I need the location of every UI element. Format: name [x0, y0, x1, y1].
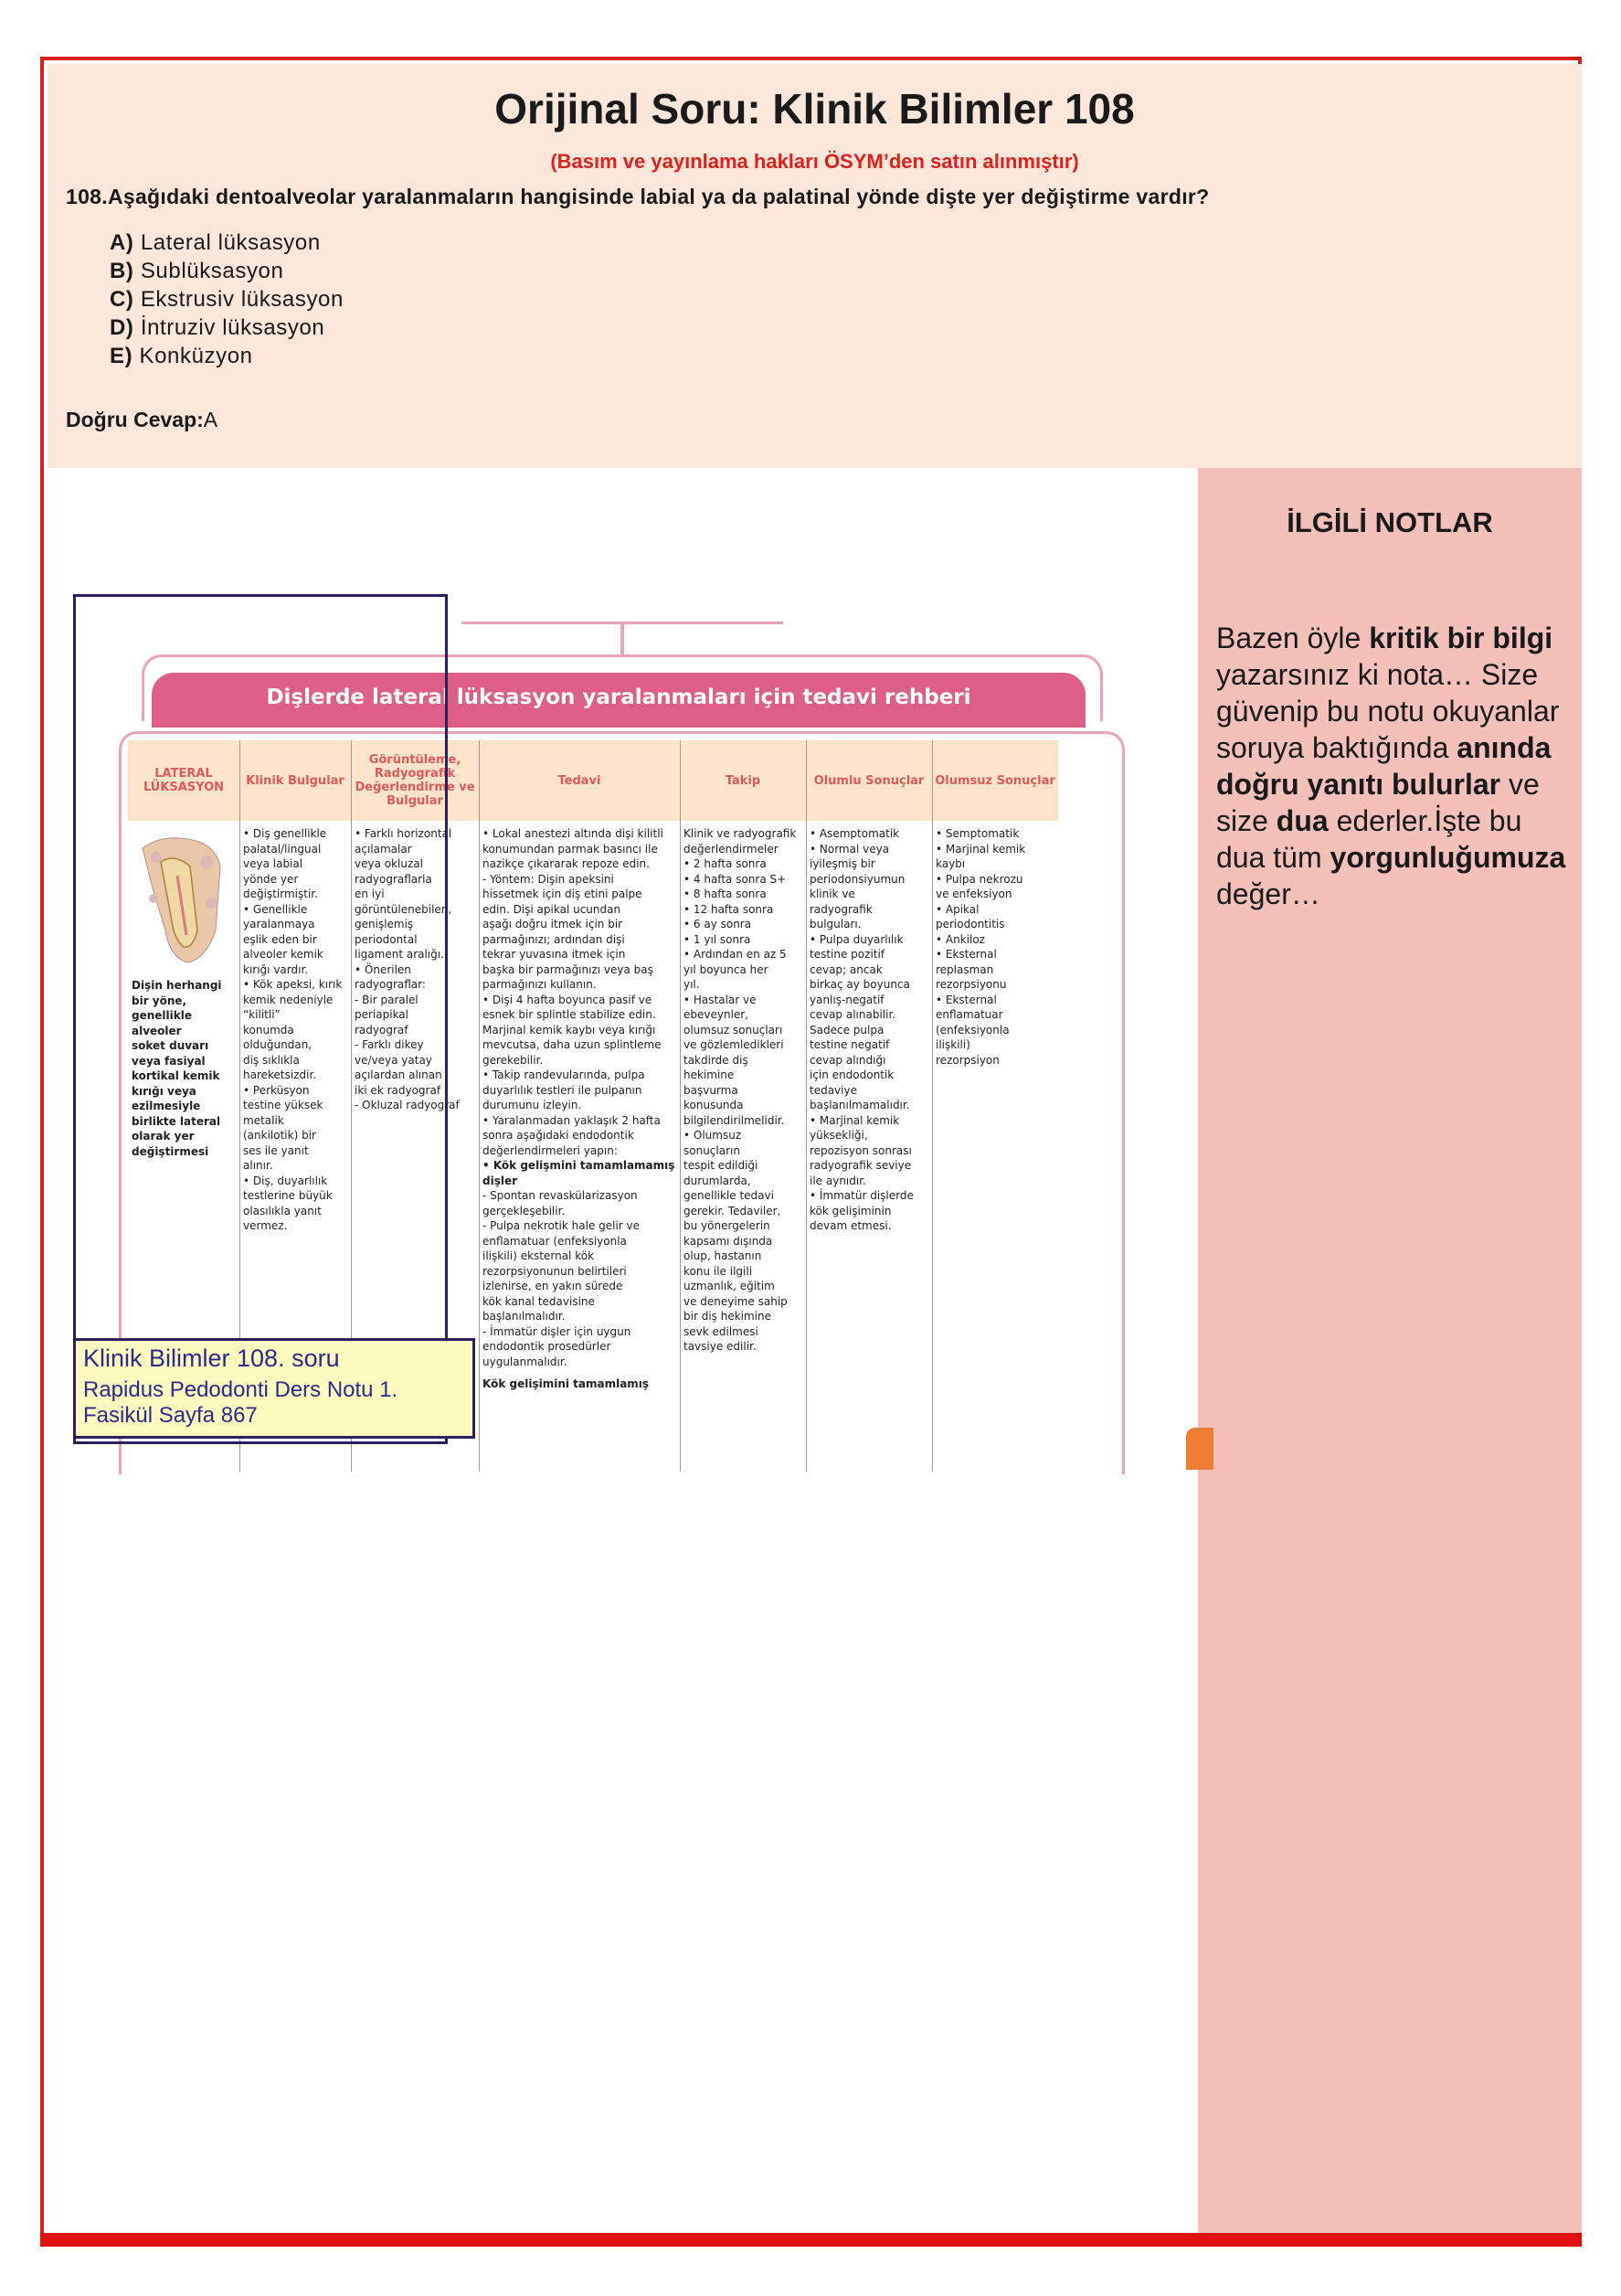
table-cell-line: durumunu izleyin. [482, 1099, 582, 1111]
notes-segment: ve size [1216, 768, 1540, 837]
table-divider [479, 740, 480, 1472]
table-column [482, 826, 678, 1466]
source-note-line: Fasikül Sayfa 867 [83, 1403, 258, 1428]
table-cell-line: (ankilotik) bir [243, 1129, 316, 1142]
table-cell-line: hareketsizdir. [243, 1068, 317, 1081]
table-cell-line: • Marjinal kemik [936, 842, 1026, 856]
table-cell-line: radyografik [810, 902, 873, 916]
table-cell-line: • 8 hafta sonra [683, 888, 767, 900]
table-cell-line: uygulanmalıdır. [482, 1355, 567, 1368]
table-cell-line: cevap alınabilir. [810, 1008, 896, 1021]
bottom-bar [40, 2233, 1582, 2247]
table-cell-line: metalik [243, 1113, 284, 1127]
table-cell-line: “kilitli” [243, 1008, 281, 1021]
table-cell-line: • Kök gelişmini tamamlamamış [482, 1159, 675, 1172]
table-cell-line: • İmmatür dişlerde [810, 1189, 914, 1202]
table-cell-line: cevap; ancak [810, 962, 883, 976]
table-cell-line: başvurma [683, 1083, 738, 1097]
table-cell-line: • Kök apeksi, kırık [243, 978, 343, 991]
table-cell-line: konumda [243, 1023, 294, 1036]
table-divider [680, 740, 681, 1472]
notes-segment: Bazen öyle [1216, 622, 1370, 654]
table-cell-line: iyileşmiş bir [810, 857, 875, 870]
table-header-cell [932, 740, 1058, 821]
table-cell-line: sonra aşağıdaki endodontik [482, 1129, 634, 1142]
table-cell-line: mevcutsa, daha uzun splintleme [482, 1038, 662, 1051]
table-cell-line: Kök gelişimini tamamlamış [482, 1377, 650, 1390]
table-header-label: Olumlu Sonuçlar [813, 773, 925, 788]
table-cell-line: kök kanal tedavisine [482, 1294, 595, 1308]
table-cell-line: esnek bir splintle stabilize edin. [482, 1008, 656, 1021]
table-cell-line: • Apikal [936, 902, 980, 916]
table-header-cell [680, 740, 806, 821]
table-cell-line: bir yöne, [132, 994, 187, 1007]
table-cell-line: kırığı vardır. [243, 962, 309, 976]
table-cell-line: radyograflarla [355, 872, 432, 886]
notes-segment: yorgunluğumuza [1330, 841, 1566, 874]
table-cell-line: nazikçe çıkararak repoze edin. [482, 857, 650, 870]
table-cell-line: genellikle tedavi [683, 1189, 774, 1202]
table-cell-line: • Olumsuz [683, 1129, 742, 1142]
table-cell-line: olup, hastanın [683, 1249, 762, 1262]
table-header-label: Klinik Bulgular [246, 773, 344, 788]
table-cell-line: durumlarda, [683, 1174, 751, 1187]
table-header-label: Görüntüleme, Radyografik Değerlendirme ve Bulgular [355, 753, 475, 808]
table-cell-line: • Dişi 4 hafta boyunca pasif ve [482, 993, 652, 1006]
table-cell-line: • Yaralanmadan yaklaşık 2 hafta [482, 1113, 661, 1127]
table-cell-line: olduğundan, [243, 1038, 313, 1051]
table-cell-line: enflamatuar [936, 1008, 1003, 1021]
table-cell-line: testine negatif [810, 1038, 890, 1051]
table-cell-line: eşlik eden bir [243, 932, 317, 946]
table-cell-line: bu yönergelerin [683, 1219, 770, 1232]
table-header-label: Olumsuz Sonuçlar [935, 773, 1055, 788]
table-cell-line: olarak yer [132, 1130, 195, 1143]
table-cell-line: radyograflar: [355, 978, 426, 991]
table-cell-line: • Pulpa nekrozu [936, 872, 1023, 886]
table-cell-line: takdirde diş [683, 1053, 748, 1067]
table-cell-line: gerekebilir. [482, 1053, 544, 1067]
table-cell-line: replasman [936, 962, 994, 976]
notes-segment: ederler.İşte bu dua tüm [1216, 804, 1522, 874]
table-cell-line: aşağı doğru itmek için bir [482, 918, 623, 930]
table-cell-line: izlenirse, en yakın sürede [482, 1280, 623, 1292]
table-cell-line: • Takip randevularında, pulpa [482, 1068, 645, 1081]
related-notes-panel [1198, 468, 1582, 2247]
table-cell-line: bir diş hekimine [683, 1310, 771, 1323]
correct-answer: Doğru Cevap:A [66, 408, 218, 431]
table-header-cell [479, 740, 680, 821]
table-cell-line: - Bir paralel [355, 993, 418, 1006]
table-cell-line: periodontal [355, 932, 418, 946]
table-cell-line: genellikle [132, 1009, 192, 1022]
table-cell-line: diş sıklıkla [243, 1053, 300, 1067]
table-cell-line: • Semptomatik [936, 827, 1020, 840]
table-cell-line: en iyi [355, 888, 385, 900]
table-cell-line: yanlış-negatif [810, 993, 885, 1006]
table-cell-line: kortikal kemik [132, 1069, 220, 1082]
table-cell-line: • Perküsyon [243, 1083, 310, 1097]
notes-segment: kritik bir bilgi [1369, 622, 1553, 654]
option-d: D) İntruziv lüksasyon [110, 315, 325, 340]
figure-connector [620, 622, 624, 656]
notes-segment: yazarsınız ki nota… Size güvenip bu notu okuyanlar soruya baktığında [1216, 658, 1560, 764]
table-cell-line: hekimine [683, 1068, 735, 1081]
table-cell-line: yıl. [683, 978, 700, 991]
table-cell-line: yönde yer [243, 872, 299, 886]
table-cell-line: veya labial [243, 857, 303, 870]
table-header-cell [806, 740, 932, 821]
table-cell-line: Dişin herhangi [132, 979, 222, 992]
table-cell-line: bilgilendirilmelidir. [683, 1113, 785, 1127]
table-header-label: Tedavi [557, 773, 601, 788]
table-cell-line: palatal/lingual [243, 842, 322, 856]
table-cell-line: bulguları. [810, 918, 862, 930]
table-cell-line: ebeveynler, [683, 1008, 749, 1021]
table-cell-line: yıl boyunca her [683, 962, 768, 976]
table-cell-line: klinik ve [810, 888, 855, 900]
table-cell-line: tespit edildiği [683, 1159, 758, 1172]
table-cell-line: kaybı [936, 857, 966, 870]
table-cell-line: sonuçların [683, 1143, 740, 1157]
table-cell-line: ligament aralığı. [355, 948, 444, 961]
table-cell-line: • Ankiloz [936, 932, 985, 946]
table-cell-line: enflamatuar (enfeksiyonla [482, 1234, 627, 1248]
option-b: B) Sublüksasyon [110, 259, 284, 283]
table-cell-line: • Pulpa duyarlılık [810, 932, 904, 946]
table-cell-line: ile aynıdır. [810, 1174, 866, 1187]
table-cell-line: (enfeksiyonla [936, 1023, 1010, 1036]
source-note-box [73, 1338, 475, 1439]
table-cell-line: iki ek radyograf [355, 1083, 441, 1097]
table-cell-line: alınır. [243, 1159, 273, 1172]
table-cell-line: duyarlılık testleri ile pulpanın [482, 1083, 642, 1097]
page-title: Orijinal Soru: Klinik Bilimler 108 [494, 85, 1135, 133]
highlight-frame [73, 594, 448, 1444]
table-cell-line: ve deneyime sahip [683, 1294, 788, 1308]
table-cell-line: başlanılmalıdır. [482, 1310, 566, 1323]
table-cell-line: • 1 yıl sonra [683, 932, 751, 946]
table-cell-line: testine pozitif [810, 948, 885, 961]
table-cell-line: ses ile yanıt [243, 1143, 309, 1157]
table-header-label: Takip [725, 773, 761, 788]
answer-options [110, 229, 344, 370]
table-cell-line: periodonsiyumun [810, 872, 906, 886]
table-cell-line: kök gelişiminin [810, 1204, 892, 1217]
table-cell-line: endodontik prosedürler [482, 1340, 611, 1353]
table-cell-line: rezorpsiyonunun belirtileri [482, 1264, 627, 1278]
table-cell-line: • Normal veya [810, 842, 890, 856]
table-cell-line: tedaviye [810, 1083, 857, 1097]
table-cell-line: ve enfeksiyon [936, 888, 1012, 900]
table-header-label: LATERAL LÜKSASYON [143, 767, 225, 794]
page-tab-marker [1186, 1428, 1213, 1470]
notes-segment: anında doğru yanıtı bulurlar [1216, 731, 1552, 801]
table-cell-line: radyograf [355, 1023, 408, 1036]
table-cell-line: kırığı veya [132, 1084, 196, 1098]
table-cell-line: • Diş genellikle [243, 827, 327, 840]
table-cell-line: uzmanlık, eğitim [683, 1280, 775, 1292]
table-cell-line: değiştirmiştir. [243, 888, 318, 900]
table-divider [806, 740, 807, 1472]
notes-title: İLGİLİ NOTLAR [1287, 506, 1493, 538]
table-cell-line: - Spontan revaskülarizasyon [482, 1189, 638, 1202]
copyright-notice: (Basım ve yayınlama hakları ÖSYM’den satın alınmıştır) [550, 150, 1079, 173]
table-divider [932, 740, 933, 1472]
table-cell-line: periodontitis [936, 918, 1005, 930]
table-cell-line: - Yöntem: Dişin apeksini [482, 872, 614, 886]
source-note-line: Rapidus Pedodonti Ders Notu 1. [83, 1377, 398, 1402]
table-cell-line: veya okluzal [355, 857, 423, 870]
table-cell-line: dişler [482, 1174, 518, 1187]
table-cell-line: radyografik seviye [810, 1159, 912, 1172]
table-cell-line: tavsiye edilir. [683, 1340, 757, 1353]
table-cell-line: • Hastalar ve [683, 993, 757, 1006]
table-cell-line: • Farklı horizontal [355, 827, 452, 840]
table-cell-line: ve gözlemledikleri [683, 1038, 784, 1051]
table-cell-line: alveoler [132, 1024, 182, 1037]
table-cell-line: • Eksternal [936, 993, 997, 1006]
table-cell-line: genişlemiş [355, 918, 414, 930]
table-cell-line: açılardan alınan [355, 1068, 442, 1081]
table-cell-line: hissetmek için diş etini palpe [482, 888, 642, 900]
table-cell-line: repozisyon sonrası [810, 1143, 912, 1157]
notes-text [1216, 620, 1574, 912]
table-cell-line: devam etmesi. [810, 1219, 892, 1232]
table-cell-line: • Marjinal kemik [810, 1113, 900, 1127]
table-cell-line: - Farklı dikey [355, 1038, 424, 1051]
table-cell-line: tekrar yuvasına itmek için [482, 948, 626, 961]
table-column [936, 826, 1056, 1466]
option-a: A) Lateral lüksasyon [110, 230, 321, 255]
table-cell-line: birlikte lateral [132, 1114, 221, 1128]
table-cell-line: testine yüksek [243, 1099, 323, 1111]
table-cell-line: • Ardından en az 5 [683, 948, 787, 961]
table-cell-line: rezorpsiyonu [936, 978, 1007, 991]
table-cell-line: değiştirmesi [132, 1144, 209, 1158]
table-cell-line: Sadece pulpa [810, 1023, 885, 1036]
table-cell-line: alveoler kemik [243, 948, 323, 961]
table-cell-line: • 2 hafta sonra [683, 857, 767, 870]
table-cell-line: gerçekleşebilir. [482, 1204, 566, 1217]
source-note-title: Klinik Bilimler 108. soru [83, 1345, 340, 1372]
table-cell-line: • Önerilen [355, 962, 411, 976]
table-cell-line: • Diş, duyarlılık [243, 1174, 328, 1187]
table-cell-line: değerlendirmeleri yapın: [482, 1143, 618, 1157]
table-cell-line: ilişkili) [936, 1038, 970, 1051]
table-cell-line: • Asemptomatik [810, 827, 900, 840]
question-text: 108.Aşağıdaki dentoalveolar yaralanmaların hangisinde labial ya da palatinal yönde dişte yer değiştirme vardır? [66, 185, 1210, 208]
table-cell-line: konu ile ilgili [683, 1264, 753, 1278]
table-cell-line: olasılıkla yanıt [243, 1204, 322, 1217]
table-cell-line: testlerine büyük [243, 1189, 333, 1202]
table-cell-line: - Pulpa nekrotik hale gelir ve [482, 1219, 641, 1232]
table-cell-line: yaralanmaya [243, 918, 315, 930]
table-cell-line: için endodontik [810, 1068, 895, 1081]
table-cell-line: Marjinal kemik kaybı veya kırığı [482, 1023, 656, 1036]
table-cell-line: - Okluzal radyograf [355, 1099, 460, 1111]
table-cell-line: rezorpsiyon [936, 1053, 1000, 1067]
table-cell-line: • 6 ay sonra [683, 918, 752, 930]
figure-title: Dişlerde lateral lüksasyon yaralanmaları için tedavi rehberi [266, 686, 971, 709]
table-cell-line: görüntülenebilen, [355, 902, 452, 916]
table-cell-line: başlanılmamalıdır. [810, 1099, 910, 1111]
notes-segment: dua [1276, 804, 1329, 837]
table-cell-line: periapikal [355, 1008, 408, 1021]
table-cell-line: yüksekliği, [810, 1129, 868, 1142]
table-cell-line: • Eksternal [936, 948, 997, 961]
question-header [48, 64, 1582, 468]
table-cell-line: gerekir. Tedaviler, [683, 1204, 781, 1217]
table-cell-line: olumsuz sonuçları [683, 1023, 783, 1036]
table-cell-line: açılamalar [355, 842, 412, 856]
table-cell-line: başka bir parmağınızı veya baş [482, 962, 653, 976]
table-cell-line: ve/veya yatay [355, 1053, 432, 1067]
table-cell-line: sevk edilmesi [683, 1324, 758, 1338]
table-cell-line: kemik nedeniyle [243, 993, 334, 1006]
table-cell-line: edin. Dişi apikal ucundan [482, 902, 621, 916]
table-cell-line: • Lokal anestezi altında dişi kilitli [482, 827, 663, 840]
table-cell-line: vermez. [243, 1219, 288, 1232]
table-cell-line: • 12 hafta sonra [683, 902, 774, 916]
table-cell-line: konumundan parmak basıncı ile [482, 842, 658, 856]
option-c: C) Ekstrusiv lüksasyon [110, 287, 344, 312]
table-cell-line: birkaç ay boyunca [810, 978, 910, 991]
table-cell-line: parmağınızı; ardından dişi [482, 932, 625, 946]
table-cell-line: soket duvarı [132, 1039, 209, 1052]
notes-segment: değer… [1216, 877, 1320, 910]
table-cell-line: değerlendirmeler [683, 842, 779, 856]
table-column [810, 826, 930, 1466]
table-cell-line: • Genellikle [243, 902, 308, 916]
table-cell-line: konusunda [683, 1099, 744, 1111]
table-cell-line: • 4 hafta sonra S+ [683, 872, 787, 886]
table-cell-line: cevap alındığı [810, 1053, 886, 1067]
table-cell-line: ilişkili) eksternal kök [482, 1249, 595, 1262]
option-e: E) Konküzyon [110, 344, 253, 368]
table-cell-line: veya fasiyal [132, 1054, 206, 1068]
table-cell-line: Klinik ve radyografik [683, 827, 797, 840]
table-column [683, 826, 804, 1466]
table-cell-line: ezilmesiyle [132, 1100, 201, 1112]
table-cell-line: - İmmatür dişler için uygun [482, 1324, 631, 1338]
table-cell-line: kapsamı dışında [683, 1234, 773, 1248]
table-cell-line: parmağınızı kullanın. [482, 978, 597, 991]
